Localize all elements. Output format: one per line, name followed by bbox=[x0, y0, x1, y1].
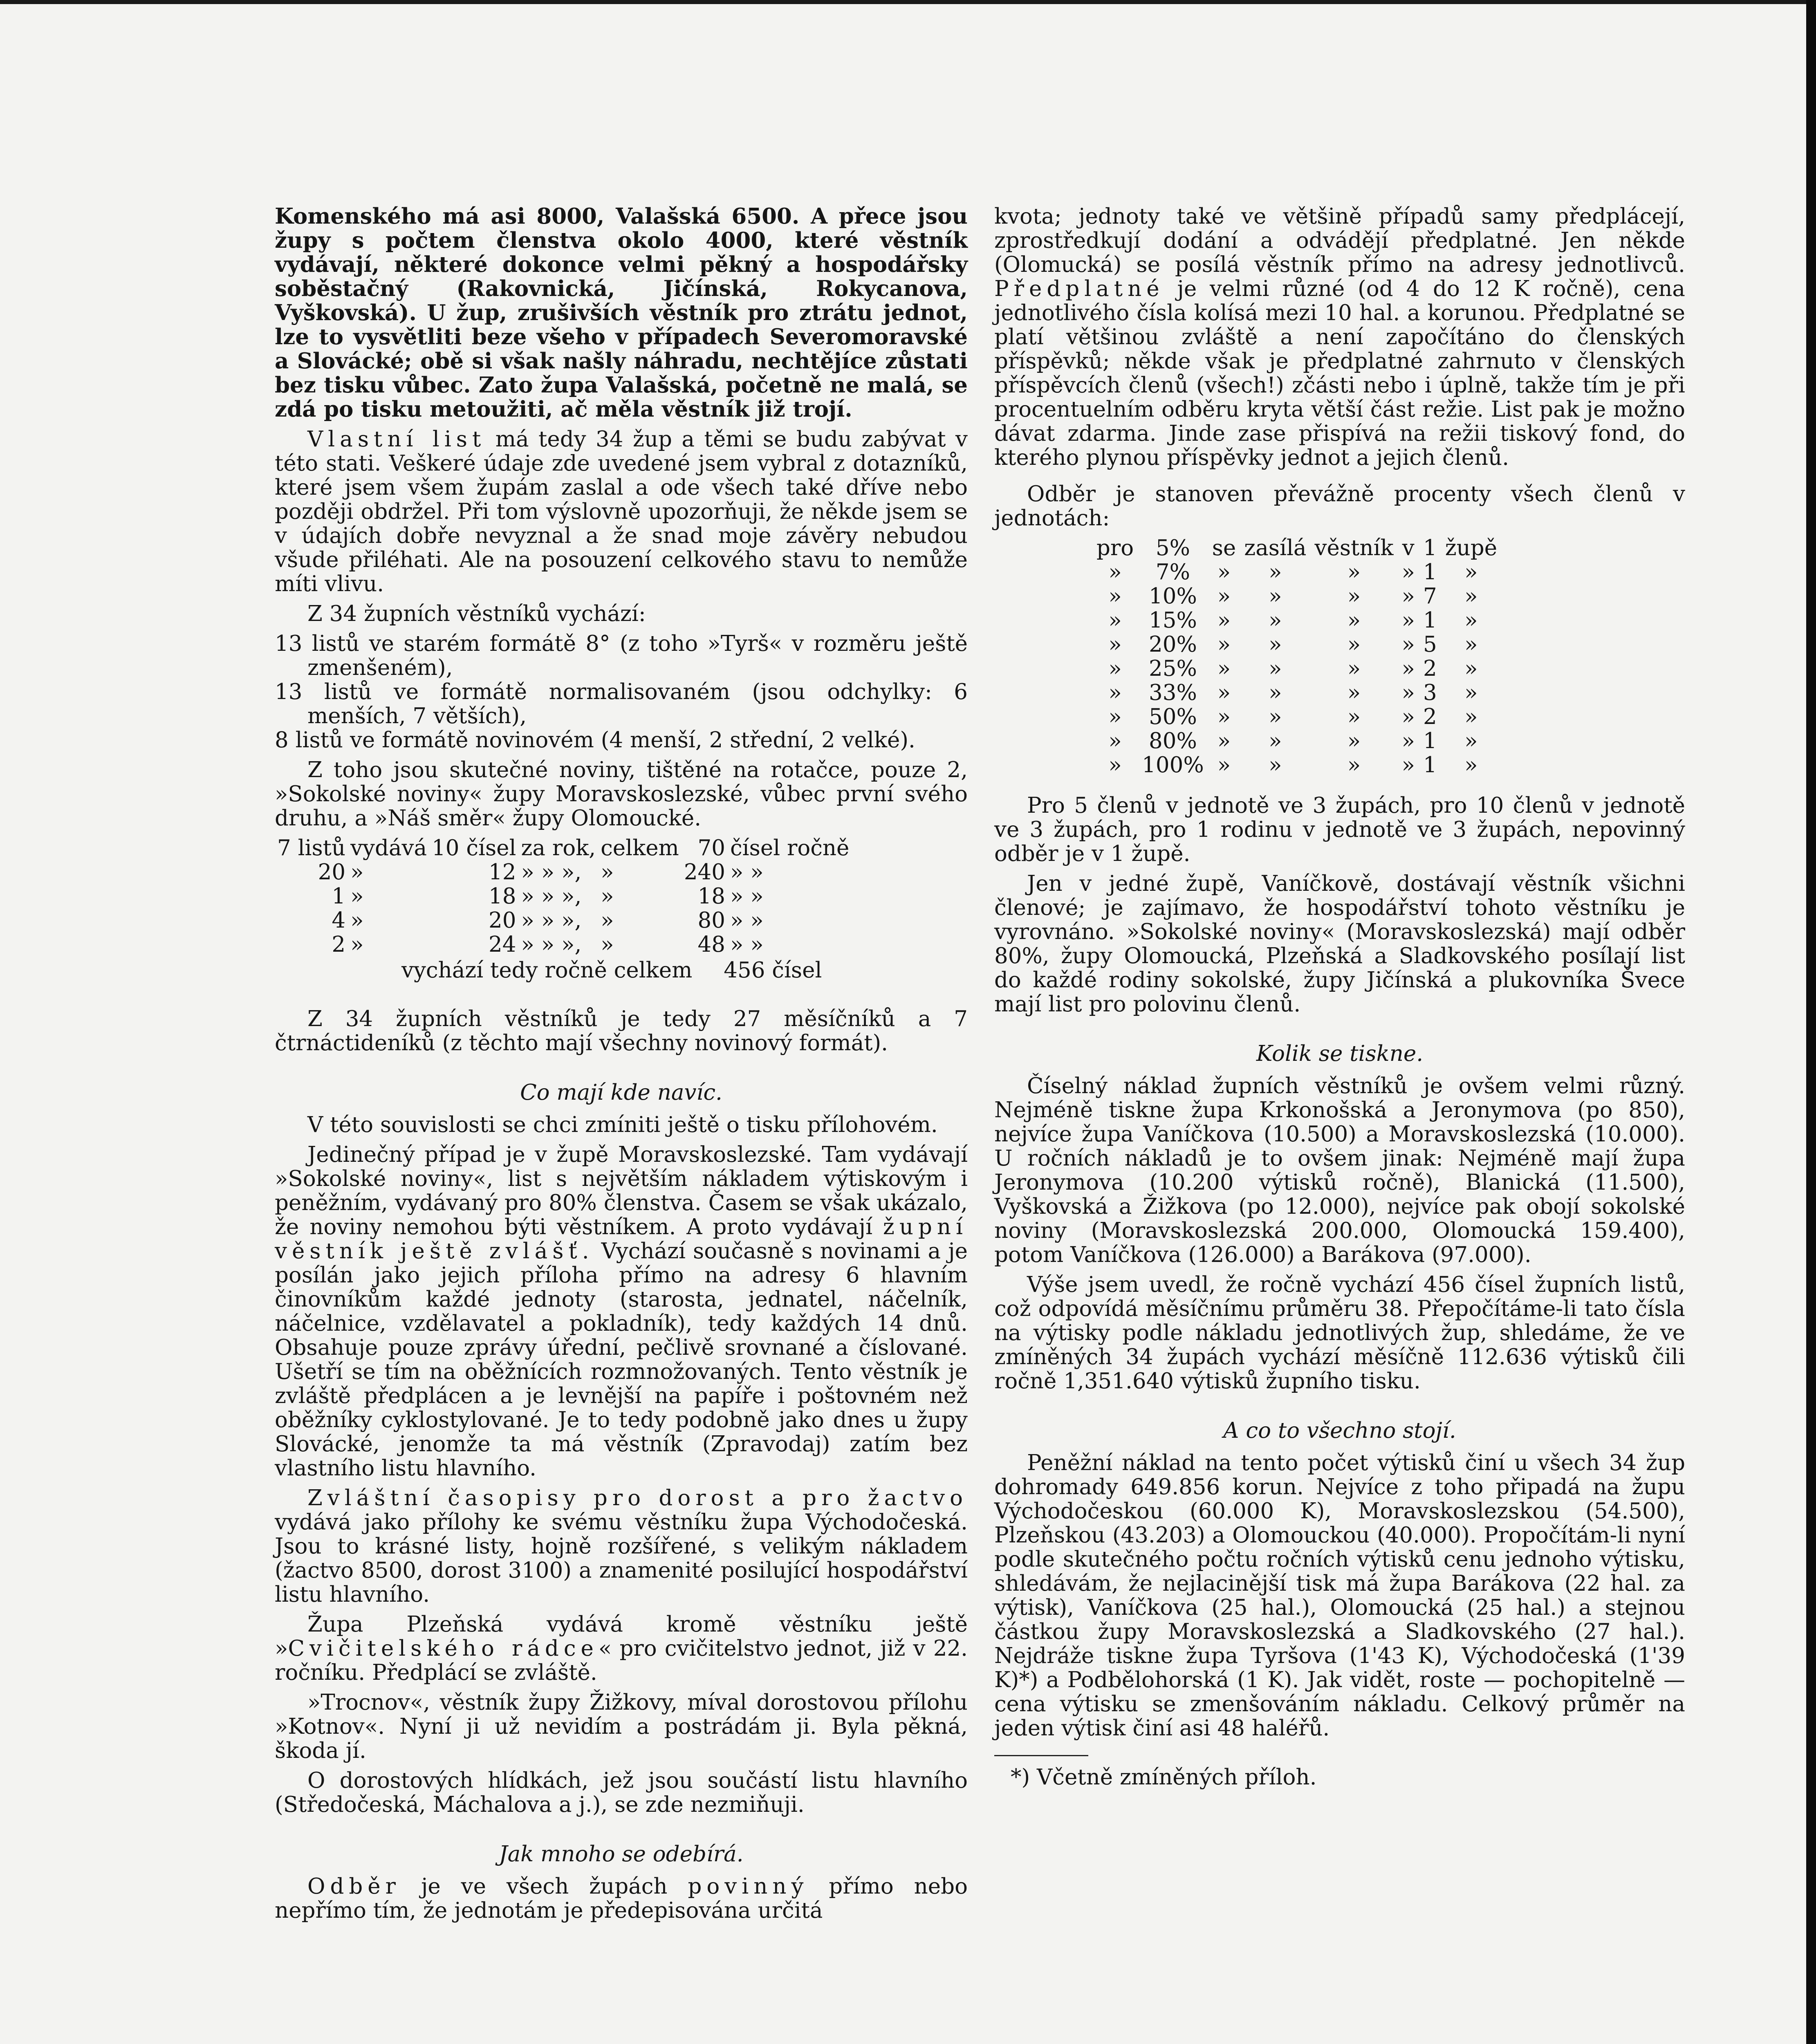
percentage-cell: » bbox=[1401, 632, 1415, 657]
percentage-row bbox=[1092, 584, 1501, 608]
percentage-cell: » bbox=[1217, 608, 1231, 633]
issues-cell: 18 bbox=[697, 884, 725, 909]
percentage-cell: » bbox=[1401, 584, 1415, 609]
right-paragraph-7: Peněžní náklad na tento počet výtisků činí u všech 34 žup dohromady 649.856 korun. Nejvíce z toho připadá na župu Východočeskou (60.000 K), Moravskoslezskou (54.500), Plzeňskou (43.203) a Olomouckou (40.000). Propočítám-li nyní podle skutečného počtu ročních výtisků cenu jednoho výtisku, shledávám, že nejlacinější tisk má župa Barákova (22 hal. za výtisk), Vaníčkova (25 hal.), Olomoucká (25 hal.) a stejnou částkou župy Moravskoslezská a Sladkovského (27 hal.). Nejdráže tiskne župa Tyršova (1'43 K), Východočeská (1'39 K)*) a Podbělohorská (1 K). Jak vidět, roste — pochopitelně — cena výtisku se zmenšováním nákladu. Celkový průměr na jeden výtisk činí asi 48 haléřů. bbox=[994, 1450, 1685, 1741]
percentage-cell: » bbox=[1217, 704, 1231, 729]
percentage-cell: věstník bbox=[1314, 536, 1394, 560]
heading-a-co-to-vsechno-stoji: A co to všechno stojí. bbox=[1223, 1418, 1456, 1443]
percentage-table bbox=[1092, 536, 1501, 777]
percentage-cell: » bbox=[1269, 632, 1282, 657]
issues-cell: 24 bbox=[489, 932, 516, 957]
cvicitelsky-radce-term: Cvičitelského rádce bbox=[288, 1636, 599, 1661]
issues-row bbox=[275, 836, 852, 860]
percentage-cell: » bbox=[1464, 584, 1478, 609]
issues-cell: 2 bbox=[332, 932, 346, 957]
percentage-cell: » bbox=[1217, 753, 1231, 778]
issues-cell: 240 bbox=[684, 860, 725, 885]
format-line-2: 13 listů ve formátě normalisovaném (jsou odchylky: 6 menších, 7 větších), bbox=[275, 679, 968, 728]
percentage-cell: » bbox=[1217, 728, 1231, 753]
issues-cell: » bbox=[601, 908, 614, 933]
issues-cell: 18 bbox=[489, 884, 516, 909]
issues-row bbox=[275, 932, 852, 957]
left-paragraph-1: Komenského má asi 8000, Valašská 6500. A přece jsou župy s počtem členstva okolo 4000, které věstník vydávají, některé dokonce velmi pěkný a hospodářsky soběstačný (Rakovnická, Jičínská, Rokycanova, Vyškovská). U žup, zrušivších věstník pro ztrátu jednot, lze to vysvětliti beze všeho v případech Severomoravské a Slovácké; obě si však našly náhradu, nechtějíce zůstati bez tisku vůbec. Zato župa Valašská, početně ne malá, se zdá po tisku metoužiti, ač měla věstník již trojí. bbox=[275, 204, 968, 422]
percentage-cell: » bbox=[1217, 584, 1231, 609]
percentage-cell: župě bbox=[1445, 536, 1498, 560]
percentage-cell: » bbox=[1269, 608, 1282, 633]
right-paragraph-6: Výše jsem uvedl, že ročně vychází 456 čísel župních listů, což odpovídá měsíčnímu průměru 38. Přepočítáme-li tato čísla na výtisky podle nákladu jednotlivých žup, shledáme, že ve zmíněných 34 župách vychází měsíčně 112.636 výtisků čili ročně 1,351.640 výtisků župního tisku. bbox=[994, 1272, 1685, 1394]
percentage-cell: 2 bbox=[1423, 656, 1437, 681]
percentage-cell: pro bbox=[1096, 536, 1134, 560]
percentage-row bbox=[1092, 536, 1501, 560]
percentage-cell: » bbox=[1108, 656, 1122, 681]
percentage-cell: » bbox=[1464, 680, 1478, 705]
percentage-cell: » bbox=[1464, 753, 1478, 778]
issues-cell: » bbox=[350, 860, 364, 885]
issues-row bbox=[275, 860, 852, 884]
left-paragraph-5: Z 34 župních věstníků je tedy 27 měsíčníků a 7 čtrnáctideníků (z těchto mají všechny novinový formát). bbox=[275, 1006, 968, 1056]
percentage-cell: 5 bbox=[1423, 632, 1437, 657]
percentage-cell: » bbox=[1269, 680, 1282, 705]
issues-cell: » bbox=[601, 860, 614, 885]
percentage-cell: » bbox=[1347, 704, 1361, 729]
issues-row bbox=[275, 908, 852, 932]
percentage-cell: 1 bbox=[1423, 753, 1437, 778]
percentage-cell: 15% bbox=[1149, 608, 1197, 633]
percentage-cell: » bbox=[1347, 680, 1361, 705]
scan-top-edge bbox=[0, 0, 1816, 4]
percentage-cell: 1 bbox=[1423, 560, 1437, 585]
issues-cell: » » », bbox=[521, 860, 582, 885]
left-paragraph-4: Z toho jsou skutečné noviny, tištěné na rotačce, pouze 2, »Sokolské noviny« župy Moravskoslezské, vůbec první svého druhu, a »Náš směr« župy Olomoucké. bbox=[275, 758, 968, 831]
issues-cell: » bbox=[601, 884, 614, 909]
left-paragraph-12: Odběr je ve všech župách povinný přímo nebo nepřímo tím, že jednotám je předepisována určitá bbox=[275, 1874, 968, 1923]
issues-cell: » » bbox=[730, 860, 764, 885]
issues-cell: 20 bbox=[489, 908, 516, 933]
percentage-row bbox=[1092, 681, 1501, 705]
own-list-term: Vlastní list bbox=[307, 427, 486, 452]
footnote: *) Včetně zmíněných příloh. bbox=[1011, 1765, 1317, 1790]
percentage-cell: » bbox=[1347, 632, 1361, 657]
percentage-cell: » bbox=[1108, 753, 1122, 778]
issues-cell: 4 bbox=[332, 908, 346, 933]
percentage-cell: » bbox=[1347, 608, 1361, 633]
percentage-cell: » bbox=[1401, 704, 1415, 729]
left-paragraph-8: Zvláštní časopisy pro dorost a pro žactvo vydává jako přílohy ke svému věstníku župa Východočeská. Jsou to krásné listy, hojně rozšířené, s velikým nákladem (žactvo 8500, dorost 3100) a znamenité posilující hospodářství listu hlavního. bbox=[275, 1486, 968, 1607]
percentage-cell: » bbox=[1108, 704, 1122, 729]
issues-cell: » » bbox=[730, 884, 764, 909]
percentage-cell: » bbox=[1401, 608, 1415, 633]
percentage-cell: » bbox=[1401, 753, 1415, 778]
issues-cell: » » », bbox=[521, 884, 582, 909]
percentage-cell: » bbox=[1108, 680, 1122, 705]
percentage-cell: v bbox=[1402, 536, 1415, 560]
percentage-row bbox=[1092, 608, 1501, 632]
right-paragraph-1: kvota; jednoty také ve většině případů samy předplácejí, zprostředkují dodání a odvádějí předplatné. Jen někde (Olomucká) se posílá věstník přímo na adresy jednotlivců. Předplatné je velmi různé (od 4 do 12 K ročně), cena jednotlivého čísla kolísá mezi 10 hal. a korunou. Předplatné se platí většinou zvláště a není započítáno do členských příspěvků; někde však je předplatné zahrnuto v členských příspěvcích členů (všech!) zčásti nebo i úplně, takže tím je při procentuelním odběru kryta větší část režie. List pak je možno dávat zdarma. Jinde zase přispívá na režii tiskový fond, do kterého plynou příspěvky jednot a jejich členů. bbox=[994, 204, 1685, 470]
percentage-cell: » bbox=[1347, 584, 1361, 609]
issues-total-label: vychází tedy ročně celkem bbox=[401, 958, 693, 983]
percentage-cell: se bbox=[1212, 536, 1236, 560]
percentage-cell: 25% bbox=[1149, 656, 1197, 681]
percentage-cell: 1 bbox=[1423, 536, 1437, 560]
percentage-cell: » bbox=[1347, 656, 1361, 681]
percentage-cell: 50% bbox=[1149, 704, 1197, 729]
percentage-row bbox=[1092, 657, 1501, 681]
percentage-cell: 20% bbox=[1149, 632, 1197, 657]
footnote-rule bbox=[994, 1755, 1088, 1756]
percentage-cell: 1 bbox=[1423, 728, 1437, 753]
format-line-3: 8 listů ve formátě novinovém (4 menší, 2 střední, 2 velké). bbox=[275, 728, 915, 753]
right-paragraph-3: Pro 5 členů v jednotě ve 3 župách, pro 10 členů v jednotě ve 3 župách, pro 1 rodinu v jednotě ve 3 župách, nepovinný odběr je v 1 župě. bbox=[994, 793, 1685, 866]
percentage-cell: » bbox=[1464, 560, 1478, 585]
percentage-cell: » bbox=[1464, 608, 1478, 633]
issues-cell: » » », bbox=[521, 908, 582, 933]
right-paragraph-4: Jen v jedné župě, Vaníčkově, dostávají věstník všichni členové; je zajímavo, že hospodářství tohoto věstníku je vyrovnáno. »Sokolské noviny« (Moravskoslezská) mají odběr 80%, župy Olomoucká, Plzeňská a Sladkovského posílají list do každé rodiny sokolské, župy Jičínská a plukovníka Švece mají list pro polovinu členů. bbox=[994, 871, 1685, 1017]
percentage-cell: 10% bbox=[1149, 584, 1197, 609]
left-paragraph-3: Z 34 župních věstníků vychází: bbox=[307, 601, 646, 626]
percentage-cell: » bbox=[1217, 680, 1231, 705]
percentage-cell: 7% bbox=[1155, 560, 1190, 585]
percentage-cell: 7 bbox=[1423, 584, 1437, 609]
percentage-row bbox=[1092, 632, 1501, 657]
percentage-cell: » bbox=[1108, 560, 1122, 585]
percentage-cell: » bbox=[1108, 608, 1122, 633]
percentage-cell: » bbox=[1217, 632, 1231, 657]
left-column bbox=[275, 204, 968, 1928]
percentage-row bbox=[1092, 560, 1501, 584]
issues-cell: » bbox=[350, 908, 364, 933]
right-paragraph-5: Číselný náklad župních věstníků je ovšem velmi různý. Nejméně tiskne župa Krkonošská a Jeronymova (po 850), nejvíce župa Vaníčkova (10.500) a Moravskoslezská (10.000). U ročních nákladů je to ovšem jinak: Nejméně mají župa Jeronymova (10.200 výtisků ročně), Blanická (11.500), Vyškovská a Žižkova (po 12.000), nejvíce pak obojí sokolské noviny (Moravskoslezská 200.000, Olomoucká 159.400), potom Vaníčkova (126.000) a Barákova (97.000). bbox=[994, 1074, 1685, 1267]
percentage-cell: » bbox=[1108, 632, 1122, 657]
issues-cell: 7 listů bbox=[277, 836, 346, 861]
percentage-cell: » bbox=[1464, 632, 1478, 657]
percentage-cell: » bbox=[1464, 704, 1478, 729]
format-line-1: 13 listů ve starém formátě 8° (z toho »Tyrš« v rozměru ještě zmenšeném), bbox=[275, 631, 968, 680]
percentage-cell: » bbox=[1269, 753, 1282, 778]
percentage-cell: 1 bbox=[1423, 608, 1437, 633]
issues-cell: 48 bbox=[697, 932, 725, 957]
percentage-cell: » bbox=[1401, 728, 1415, 753]
right-paragraph-2: Odběr je stanoven převážně procenty všech členů v jednotách: bbox=[994, 482, 1685, 531]
percentage-cell: » bbox=[1464, 656, 1478, 681]
issues-cell: » bbox=[350, 932, 364, 957]
issues-cell: » » », bbox=[521, 932, 582, 957]
left-paragraph-11: O dorostových hlídkách, jež jsou součástí listu hlavního (Středočeská, Máchalova a j.), se zde nezmiňuji. bbox=[275, 1768, 968, 1817]
heading-co-maji-kde-navic: Co mají kde navíc. bbox=[520, 1080, 722, 1105]
issues-cell: » » bbox=[730, 908, 764, 933]
zvlastni-casopisy-term: Zvláštní časopisy pro dorost a pro žactvo bbox=[307, 1486, 968, 1511]
issues-total-row bbox=[401, 958, 968, 982]
left-paragraph-10: »Trocnov«, věstník župy Žižkovy, míval dorostovou přílohu »Kotnov«. Nyní ji už nevidím a postrádám ji. Byla pěkná, škoda jí. bbox=[275, 1690, 968, 1763]
percentage-cell: » bbox=[1217, 656, 1231, 681]
povinny-term: povinný bbox=[688, 1874, 809, 1899]
percentage-cell: 3 bbox=[1423, 680, 1437, 705]
percentage-cell: » bbox=[1269, 656, 1282, 681]
right-column bbox=[994, 204, 1685, 1789]
issues-cell: 12 bbox=[489, 860, 516, 885]
percentage-cell: » bbox=[1401, 680, 1415, 705]
issues-cell: vydává bbox=[350, 836, 427, 861]
issues-cell: celkem bbox=[601, 836, 679, 861]
left-paragraph-7: Jedinečný případ je v župě Moravskoslezské. Tam vydávají »Sokolské noviny«, list s největším nákladem výtiskovým i peněžním, vydávaný pro 80% členstva. Časem se však ukázalo, že noviny nemohou býti věstníkem. A proto vydávají župní věstník ještě zvlášť. Vychází současně s novinami a je posílán jako jejich příloha přímo na adresy 6 hlavním činovníkům každé jednoty (starosta, jednatel, náčelník, náčelnice, vzdělavatel a pokladník), tedy každých 14 dnů. Obsahuje pouze zprávy úřední, pečlivě srovnané a číslované. Ušetří se tím na oběžnících rozmnožovaných. Tento věstník je zvláště předplácen a je levnější na papíře i poštovném než oběžníky cyklostylované. Je to tedy podobně jako dnes u župy Slovácké, jenomže ta má věstník (Zpravodaj) zatím bez vlastního listu hlavního. bbox=[275, 1142, 968, 1481]
left-paragraph-2: Vlastní list má tedy 34 žup a těmi se budu zabývat v této stati. Veškeré údaje zde uvedené jsem vybral z dotazníků, které jsem všem župám zaslal a ode všech také dříve nebo později obdržel. Při tom výslovně upozorňuji, že někde jsem se v údajích dobře nevyznal a že snad moje závěry nebudou všude přiléhati. Ale na posouzení celkového stavu to nemůže míti vlivu. bbox=[275, 427, 968, 596]
percentage-cell: » bbox=[1464, 728, 1478, 753]
percentage-cell: 5% bbox=[1155, 536, 1190, 560]
percentage-cell: 2 bbox=[1423, 704, 1437, 729]
percentage-cell: » bbox=[1401, 656, 1415, 681]
issues-cell: za rok, bbox=[521, 836, 596, 861]
issues-row bbox=[275, 884, 852, 908]
percentage-cell: » bbox=[1269, 560, 1282, 585]
percentage-cell: 100% bbox=[1142, 753, 1204, 778]
odber-term: Odběr bbox=[307, 1874, 401, 1899]
percentage-row bbox=[1092, 729, 1501, 753]
issues-table bbox=[275, 836, 852, 957]
predplatne-term: Předplatné bbox=[994, 276, 1164, 301]
percentage-cell: » bbox=[1347, 753, 1361, 778]
issues-total-value: 456 čísel bbox=[724, 958, 822, 983]
heading-kolik-se-tiskne: Kolik se tiskne. bbox=[1256, 1041, 1424, 1066]
issues-cell: čísel ročně bbox=[730, 836, 850, 861]
scan-right-edge bbox=[1806, 0, 1816, 2044]
percentage-cell: » bbox=[1108, 728, 1122, 753]
issues-cell: » » bbox=[730, 932, 764, 957]
percentage-cell: zasílá bbox=[1244, 536, 1307, 560]
percentage-cell: » bbox=[1108, 584, 1122, 609]
heading-jak-mnoho-se-odebira: Jak mnoho se odebírá. bbox=[499, 1842, 744, 1867]
issues-cell: 80 bbox=[697, 908, 725, 933]
zupni-vestnik-term: župní věstník ještě zvlášť. bbox=[275, 1215, 968, 1264]
issues-cell: » bbox=[601, 932, 614, 957]
percentage-cell: » bbox=[1401, 560, 1415, 585]
issues-cell: 20 bbox=[318, 860, 346, 885]
percentage-row bbox=[1092, 705, 1501, 729]
issues-cell: 1 bbox=[332, 884, 346, 909]
percentage-row bbox=[1092, 753, 1501, 777]
issues-cell: 70 bbox=[697, 836, 725, 861]
percentage-cell: » bbox=[1347, 728, 1361, 753]
percentage-cell: 33% bbox=[1149, 680, 1197, 705]
issues-cell: » bbox=[350, 884, 364, 909]
percentage-cell: » bbox=[1269, 584, 1282, 609]
percentage-cell: » bbox=[1269, 704, 1282, 729]
percentage-cell: » bbox=[1347, 560, 1361, 585]
percentage-cell: » bbox=[1217, 560, 1231, 585]
percentage-cell: » bbox=[1269, 728, 1282, 753]
percentage-cell: 80% bbox=[1149, 728, 1197, 753]
issues-cell: 10 čísel bbox=[432, 836, 516, 861]
left-paragraph-6: V této souvislosti se chci zmíniti ještě o tisku přílohovém. bbox=[307, 1112, 938, 1137]
left-paragraph-9: Župa Plzeňská vydává kromě věstníku ještě »Cvičitelského rádce« pro cvičitelstvo jednot, již v 22. ročníku. Předplácí se zvláště. bbox=[275, 1612, 968, 1685]
